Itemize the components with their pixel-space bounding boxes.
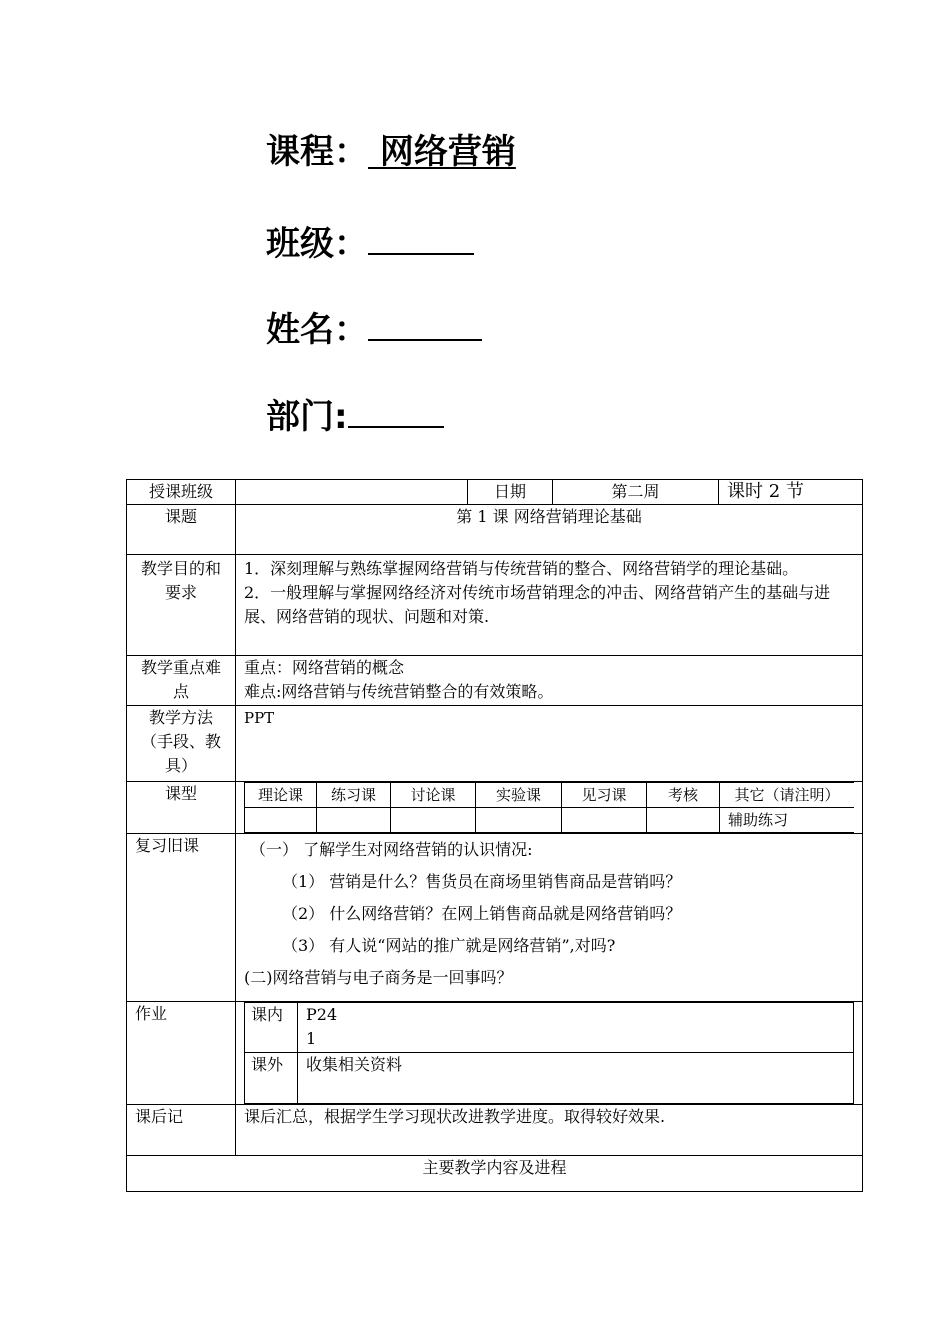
review-line-3: （2） 什么网络营销？在网上销售商品就是网络营销吗？ bbox=[282, 904, 682, 923]
topic-label-cell: 课题 bbox=[127, 505, 236, 555]
focus-label-cell: 教学重点难点 bbox=[127, 656, 236, 706]
row-focus bbox=[127, 656, 863, 706]
type-grid-cell bbox=[236, 782, 863, 834]
row-notes bbox=[127, 1105, 863, 1156]
dept-label: 部门: bbox=[266, 397, 348, 437]
type-col-experiment: 实验课 bbox=[476, 783, 562, 808]
row-footer bbox=[127, 1156, 863, 1192]
row-homework bbox=[127, 1002, 863, 1105]
homework-in-item: 1 bbox=[306, 1029, 317, 1048]
type-grid bbox=[244, 782, 854, 833]
topic-value-cell: 第 1 课 网络营销理论基础 bbox=[236, 505, 863, 555]
type-col-discussion: 讨论课 bbox=[391, 783, 476, 808]
homework-label-cell: 作业 bbox=[127, 1002, 236, 1105]
type-col-practice: 练习课 bbox=[317, 783, 391, 808]
homework-out-value: 收集相关资料 bbox=[298, 1053, 854, 1104]
review-line-5: (二)网络营销与电子商务是一回事吗？ bbox=[244, 968, 513, 987]
date-value-cell: 第二周 bbox=[553, 480, 719, 505]
type-val-other: 辅助练习 bbox=[720, 808, 855, 833]
lesson-plan-table bbox=[126, 479, 863, 1192]
notes-value-cell: 课后汇总，根据学生学习现状改进教学进度。取得较好效果. bbox=[236, 1105, 863, 1156]
type-val-discussion bbox=[391, 808, 476, 833]
type-col-theory: 理论课 bbox=[245, 783, 317, 808]
homework-in-value bbox=[298, 1003, 854, 1053]
method-label-cell: 教学方法（手段、教具） bbox=[127, 706, 236, 782]
name-label: 姓名： bbox=[266, 310, 368, 350]
row-topic bbox=[127, 505, 863, 555]
row-method bbox=[127, 706, 863, 782]
class-label: 班级： bbox=[266, 224, 368, 264]
type-col-other: 其它（请注明） bbox=[720, 783, 855, 808]
review-line-2: （1） 营销是什么？售货员在商场里销售商品是营销吗？ bbox=[282, 872, 682, 891]
difficult-point: 难点:网络营销与传统营销整合的有效策略。 bbox=[244, 682, 554, 701]
class-blank bbox=[368, 219, 474, 255]
homework-grid bbox=[244, 1002, 854, 1104]
class-line bbox=[266, 219, 474, 264]
goal-line-2: 2．一般理解与掌握网络经济对传统市场营销理念的冲击、网络营销产生的基础与进展、网络营销的现状、问题和对策. bbox=[244, 583, 831, 626]
course-label: 课程： bbox=[266, 132, 368, 172]
dept-blank bbox=[348, 392, 444, 428]
row-review bbox=[127, 834, 863, 1002]
review-value-cell bbox=[236, 834, 863, 1002]
type-val-experiment bbox=[476, 808, 562, 833]
homework-out-label: 课外 bbox=[245, 1053, 298, 1104]
goals-label-cell: 教学目的和要求 bbox=[127, 555, 236, 656]
type-col-observation: 见习课 bbox=[562, 783, 647, 808]
homework-grid-cell bbox=[236, 1002, 863, 1105]
course-value: 网络营销 bbox=[368, 132, 516, 172]
row-type bbox=[127, 782, 863, 834]
review-line-4: （3） 有人说“网站的推广就是网络营销”,对吗? bbox=[282, 936, 616, 955]
dept-line bbox=[266, 392, 444, 437]
homework-in-label: 课内 bbox=[245, 1003, 298, 1053]
hours-cell: 课时 2 节 bbox=[719, 480, 863, 505]
type-val-practice bbox=[317, 808, 391, 833]
type-label-cell: 课型 bbox=[127, 782, 236, 834]
type-col-assessment: 考核 bbox=[647, 783, 720, 808]
goal-line-1: 1．深刻理解与熟练掌握网络营销与传统营销的整合、网络营销学的理论基础。 bbox=[244, 559, 799, 578]
course-line bbox=[266, 132, 516, 172]
type-val-theory bbox=[245, 808, 317, 833]
date-label-cell: 日期 bbox=[468, 480, 553, 505]
class-label-cell: 授课班级 bbox=[127, 480, 236, 505]
goals-value-cell bbox=[236, 555, 863, 656]
focus-value-cell bbox=[236, 656, 863, 706]
type-val-assessment bbox=[647, 808, 720, 833]
name-line bbox=[266, 305, 482, 350]
notes-label-cell: 课后记 bbox=[127, 1105, 236, 1156]
type-val-observation bbox=[562, 808, 647, 833]
name-blank bbox=[368, 305, 482, 341]
review-label-cell: 复习旧课 bbox=[127, 834, 236, 1002]
class-value-cell bbox=[236, 480, 468, 505]
method-value-cell: PPT bbox=[236, 706, 863, 782]
review-line-1: （一） 了解学生对网络营销的认识情况: bbox=[250, 840, 533, 859]
row-class-date bbox=[127, 480, 863, 505]
row-goals bbox=[127, 555, 863, 656]
homework-in-page: P24 bbox=[306, 1005, 338, 1024]
footer-cell: 主要教学内容及进程 bbox=[127, 1156, 863, 1192]
focus-point: 重点：网络营销的概念 bbox=[244, 658, 405, 677]
